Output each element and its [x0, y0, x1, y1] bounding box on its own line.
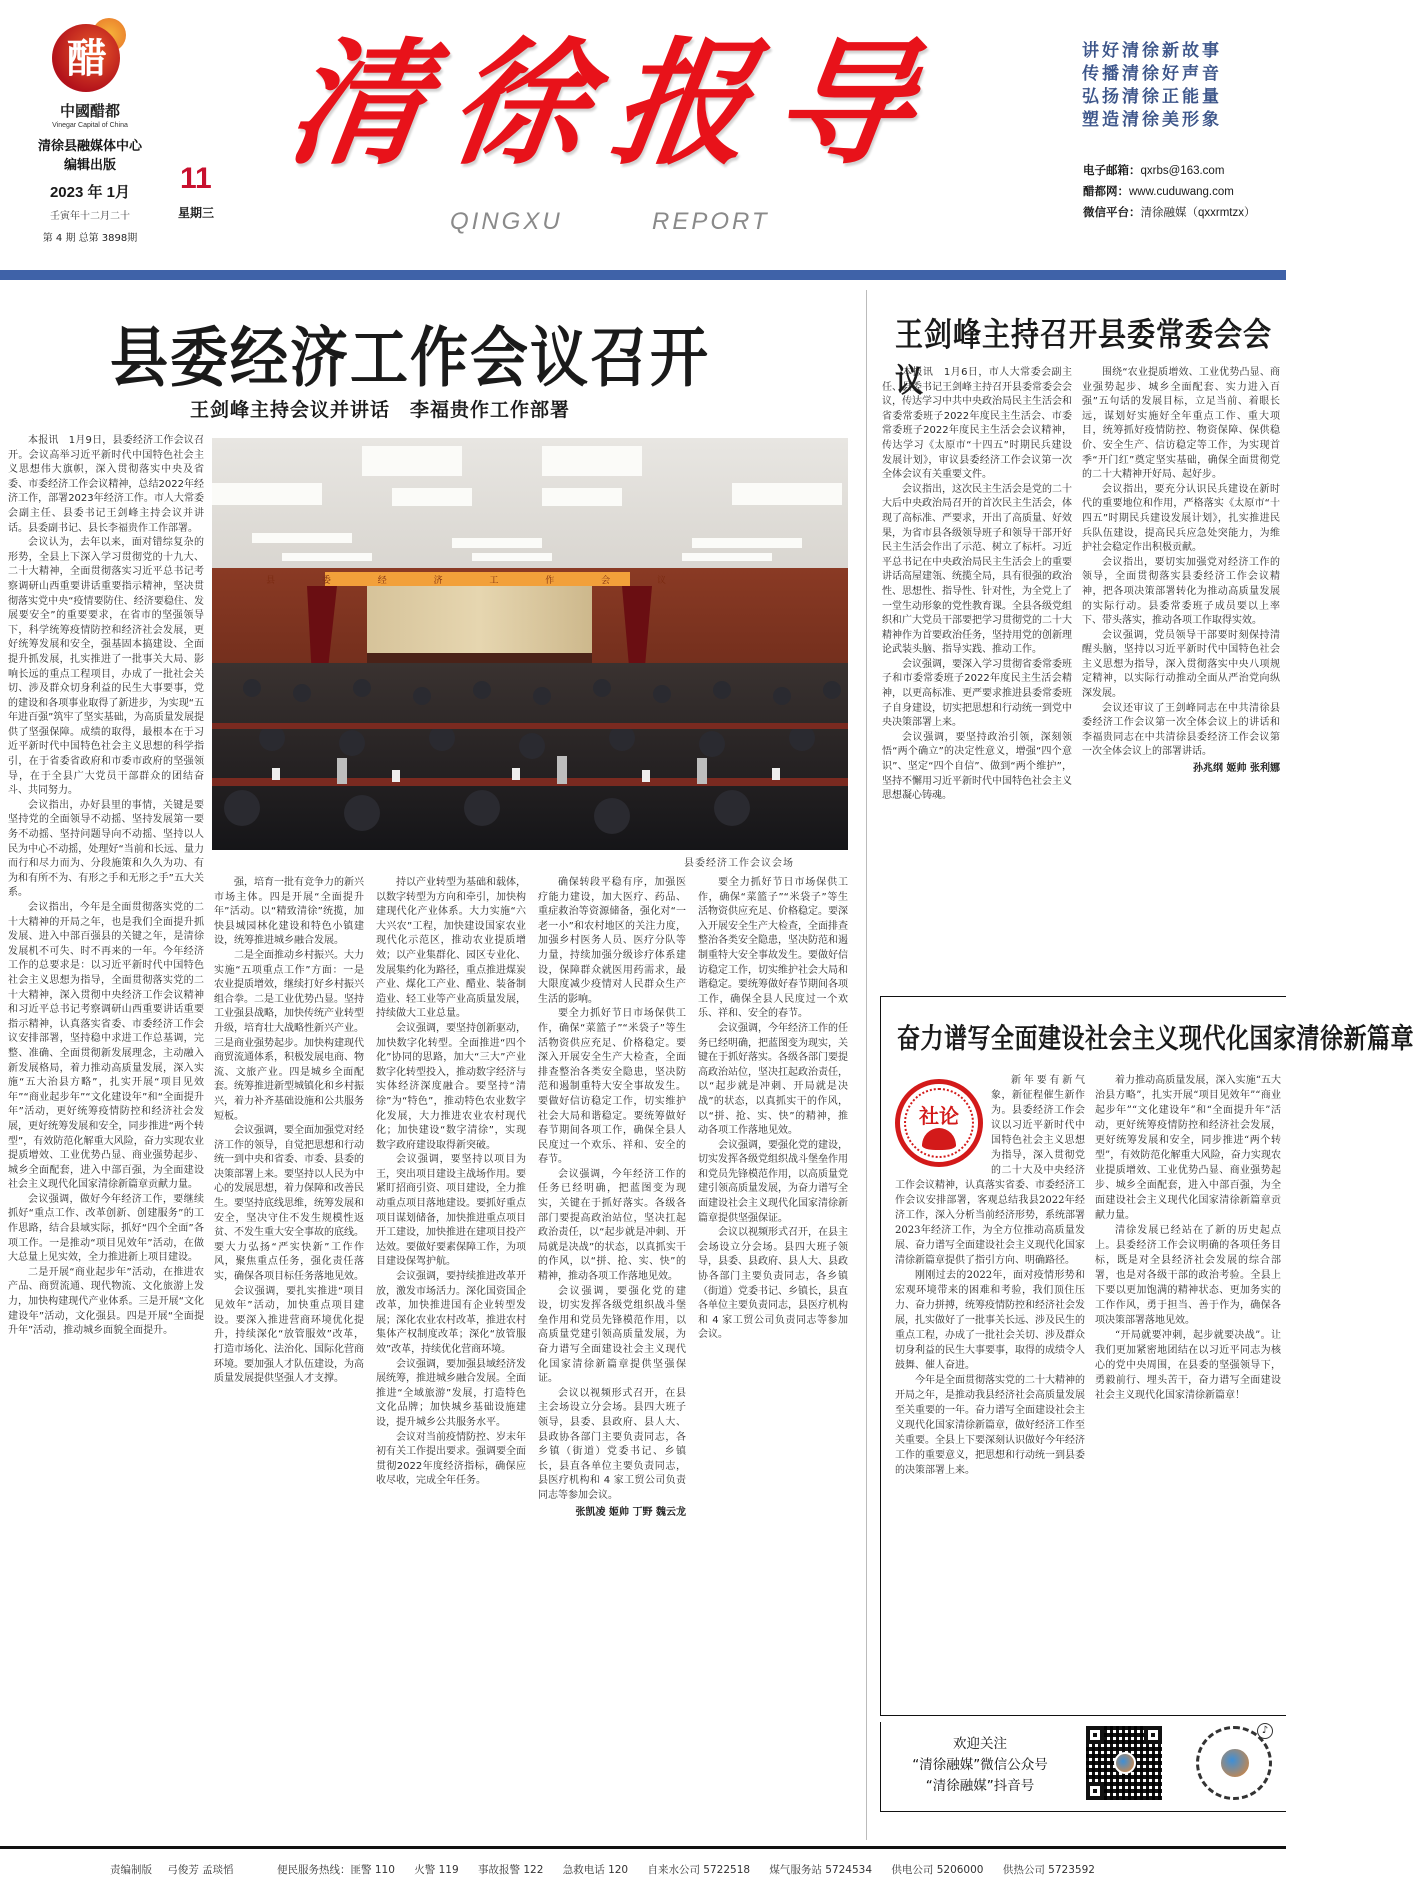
vinegar-capital-logo-icon	[52, 18, 128, 94]
hotline: 事故报警 122	[478, 1864, 544, 1876]
paragraph: 会议强调，要扎实推进“项目见效年”活动，加快重点项目建设。要深入推进营商环境优化提升，持续深化“放管服效”改革，打造市场化、法治化、国际化营商环境。要加强人才队伍建设，为高质量发展提供坚强人才支撑。	[214, 1285, 364, 1385]
logo-char: 醋	[67, 35, 107, 82]
follow-box	[880, 1722, 1286, 1812]
contact-label: 醋都网：	[1083, 184, 1129, 198]
slogans	[1082, 40, 1282, 132]
paragraph: 会议强调，要深入学习贯彻省委常委班子和市委常委班子2022年度民主生活会精神，以更高标准、更严要求推进县委常委班子自身建设，切实把思想和行动统一到党中央决策部署上来。	[882, 658, 1072, 729]
column-divider	[866, 290, 867, 1840]
lead-byline: 张凯凌 姬帅 丁野 魏云龙	[575, 1506, 686, 1518]
paragraph: 会议强调，要全面加强党对经济工作的领导，自觉把思想和行动统一到中央和省委、市委、县委的决策部署上来。要坚持以人民为中心的发展思想，着力保障和改善民生。要坚持底线思维，统筹发展和安全，坚决守住不发生规模性返贫、不发生重大安全事故的底线。要大力弘扬“严实快新”工作作风，聚焦重点任务，强化责任落实，确保各项目标任务落地见效。	[214, 1125, 364, 1283]
hotline: 煤气服务站 5724534	[769, 1864, 873, 1876]
follow-douyin-line: “清徐融媒”抖音号	[925, 1778, 1035, 1794]
hotline: 供热公司 5723592	[1002, 1864, 1095, 1876]
contact-label: 微信平台：	[1083, 205, 1141, 219]
editor-names: 弓俊芳 孟琰慆	[167, 1864, 234, 1876]
paragraph: 会议强调，要坚持创新驱动，加快数字化转型。全面推进“四个化”协同的思路，加大“三大”产业数字化转型投入，推动数字经济与实体经济深度融合。要坚持“清徐”为“特色”，推动特色农业数字化发展，大力推进农业农村现代化；加快建设“数字清徐”，实现数字政府建设取得新突破。	[376, 1022, 526, 1151]
publisher-name: 清徐县融媒体中心	[37, 139, 142, 154]
contact-label: 电子邮箱：	[1083, 163, 1141, 177]
issue-number: 第 4 期 总第 3898期	[42, 233, 138, 244]
lead-article-col5	[538, 876, 686, 1836]
paragraph: 会议强调，要坚持政治引领，深刻领悟“两个确立”的决定性意义，增强“四个意识”、坚定“四个自信”、做到“两个维护”，坚持不懈用习近平新时代中国特色社会主义思想凝心铸魂。	[882, 731, 1072, 802]
paragraph: 清徐发展已经站在了新的历史起点上。县委经济工作会议明确的各项任务目标，既是对全县经济社会发展的综合部署，也是对各级干部的政治考验。全县上下要以更加饱满的精神状态、更加务实的工作作风，勇于担当、善于作为，确保各项决策部署落地见效。	[1095, 1225, 1281, 1326]
paragraph: 会议还审议了王剑峰同志在中共清徐县委经济工作会议第一次全体会议上的讲话和李福贵同志在中共清徐县委经济工作会议第一次全体会议上的部署讲话。	[1082, 702, 1280, 758]
contacts	[1083, 160, 1283, 223]
paragraph: 着力推动高质量发展，深入实施“五大治县方略”，扎实开展“项目见效年”“商业起步年”“文化建设年”和“全面提升年”活动，更好统筹疫情防控和经济社会发展，更好统筹发展和安全，同步推进“两个转型”，有效防范化解重大风险，奋力实现农业提质增效、工业优势凸显、商业强势起步、城乡全面配套，进入中部百强，为全面建设社会主义现代化国家清徐新篇章贡献力量。	[1095, 1075, 1281, 1221]
paragraph: 会议强调，要加强县域经济发展统筹，推进城乡融合发展。全面推进“全域旅游”发展，打造特色文化品牌；加快城乡基础设施建设，提升城乡公共服务水平。	[376, 1358, 526, 1428]
paragraph: 会议指出，要切实加强党对经济工作的领导，全面贯彻落实县委经济工作会议精神，把各项决策部署转化为推动高质量发展的实际行动。县委常委班子成员要以上率下、带头落实，推动各项工作取得实效。	[1082, 556, 1280, 627]
logo-block	[20, 18, 160, 244]
lead-subhead: 王剑峰主持会议并讲话 李福贵作工作部署	[190, 399, 571, 421]
paragraph: 会议强调，党员领导干部要时刻保持清醒头脑，坚持以习近平新时代中国特色社会主义思想为指导，深入贯彻落实中央八项规定精神，以实际行动推动全面从严治党向纵深发展。	[1082, 629, 1280, 700]
paragraph: 会议指出，这次民主生活会是党的二十大后中央政治局召开的首次民主生活会，体现了高标准、严要求，开出了高质量、好效果，为省市县各级领导班子和领导干部开好民主生活会作出了示范、树立了标杆。习近平总书记在中央政治局民主生活会上的重要讲话高屋建瓴、统揽全局，具有很强的政治性、思想性、指导性、针对性，为全党上了一堂生动形象的党性教育课。全县各级党组织和广大党员干部要把学习贯彻党的二十大精神作为首要政治任务，坚持用党的创新理论武装头脑、指导实践、推动工作。	[882, 483, 1072, 656]
paragraph: 今年是全面贯彻落实党的二十大精神的开局之年，是推动我县经济社会高质量发展至关重要的一年。奋力谱写全面建设社会主义现代化国家清徐新篇章，做好经济工作至关重要。全县上下要深刻认识做好今年经济工作的重要意义，把思想和行动统一到县委的决策部署上来。	[895, 1375, 1085, 1476]
editorial-col2	[1095, 1073, 1281, 1703]
contact-email	[1083, 160, 1283, 181]
follow-text	[895, 1734, 1065, 1797]
tiktok-icon: ♪	[1257, 1723, 1273, 1739]
slogan: 弘扬清徐正能量	[1082, 87, 1222, 107]
logo-cn-text: 中國醋都	[59, 102, 120, 120]
hotline: 火警 119	[414, 1864, 459, 1876]
paragraph: 二是开展“商业起步年”活动，在推进农产品、商贸流通、现代物流、文化旅游上发力，加快构建现代产业体系。三是开展“文化建设年”活动，文化强县。四是开展“全面提升年”活动，推动城乡面貌全面提升。	[8, 1266, 204, 1337]
lead-article-col6	[698, 876, 848, 1836]
paragraph: 要全力抓好节日市场保供工作，确保“菜篮子”“米袋子”等生活物资供应充足、价格稳定。要深入开展安全生产大检查，全面排查整治各类安全隐患，坚决防范和遏制重特大安全事故发生。要做好信访稳定工作，切实维护社会大局和谐稳定。要统筹做好春节期间各项工作，确保全县人民度过一个欢乐、祥和、安全的春节。	[538, 1008, 686, 1166]
follow-line: 欢迎关注	[953, 1736, 1007, 1752]
paragraph: “开局就要冲刺，起步就要决战”。让我们更加紧密地团结在以习近平同志为核心的党中央周围，在县委的坚强领导下，勇毅前行、埋头苦干，奋力谱写全面建设社会主义现代化国家清徐新篇章！	[1095, 1330, 1281, 1401]
paragraph: 会议强调，要强化党的建设，切实发挥各级党组织战斗堡垒作用和党员先锋模范作用，以高质量党建引领高质量发展，为奋力谱写全面建设社会主义现代化国家清徐新篇章提供坚强保证。	[538, 1285, 686, 1385]
slogan: 塑造清徐美形象	[1082, 110, 1222, 130]
conference-hall-photo	[212, 438, 848, 850]
paragraph: 本报讯 1月9日，县委经济工作会议召开。会议高举习近平新时代中国特色社会主义思想伟大旗帜，深入贯彻落实中央及省委、市委经济工作会议精神，总结2022年经济工作，部署2023年经济工作。市人大常委会副主任、县委书记王剑峰主持会议并讲话。县委副书记、县长李福贵作工作部署。	[8, 435, 204, 534]
lead-article-col3	[214, 876, 364, 1836]
email-link[interactable]: qxrbs@163.com	[1140, 165, 1225, 177]
paragraph: 会议认为，去年以来，面对错综复杂的形势，全县上下深入学习贯彻党的十九大、二十大精神，全面贯彻落实习近平总书记考察调研山西重要讲话重要指示精神，坚决贯彻落实党中央“疫情要防住、经济要稳住、发展要安全”的重要要求，在省市的坚强领导下，科学统筹疫情防控和经济社会发展，更好统筹发展和安全，强基固本搞建设、全面提升抓发展，扎实推进了一批事关大局、影响长远的重点工程项目，办成了一批社会关切、涉及群众切身利益的民生大事要事，党的建设和各项事业取得了新进步，为实现“五年进百强”筑牢了坚实基础，为高质量发展提供了坚强保障。成绩的取得，最根本在于习近平新时代中国特色社会主义思想的科学指引，在于省委省政府和市委市政府的坚强领导，在于全县广大党员干部群众的团结奋斗、共同努力。	[8, 537, 204, 797]
paragraph: 会议强调，做好今年经济工作，要继续抓好“重点工作、改革创新、创建服务”的工作思路，结合县域实际，抓好“四个全面”各项工作。一是推动“项目见效年”活动，在做大总量上见实效，全力推进新上项目建设。	[8, 1193, 204, 1264]
second-headline: 王剑峰主持召开县委常委会会议	[895, 315, 1273, 400]
editorial-col1	[895, 1073, 1085, 1703]
paragraph: 会议强调，要强化党的建设，切实发挥各级党组织战斗堡垒作用和党员先锋模范作用，以高质量党建引领高质量发展，为奋力谱写全面建设社会主义现代化国家清徐新篇章提供坚强保证。	[698, 1139, 848, 1224]
publisher-role: 编辑出版	[63, 158, 116, 173]
lead-headline: 县委经济工作会议召开	[110, 319, 711, 396]
second-byline: 孙兆纲 姬帅 张利娜	[1193, 763, 1280, 775]
follow-wechat-line: “清徐融媒”微信公众号	[912, 1757, 1048, 1773]
paragraph: 持以产业转型为基础和载体，以数字转型为方向和牵引，加快构建现代化产业体系。大力实施“六大兴农”工程，加快建设国家农业现代化示范区，推动农业提质增效；以产业集群化、园区专业化、发展集约化为路径，重点推进煤炭产业、煤化工产业、醋业、装备制造业、轻工业等产业高质量发展，持续做大工业总量。	[376, 877, 526, 1020]
contact-wechat	[1083, 202, 1283, 223]
paragraph: 确保转段平稳有序，加强医疗能力建设，加大医疗、药品、重症救治等资源储备，强化对“一老一小”和农村地区的关注力度，加强乡村医务人员、医疗分队等力量，持续加强分级诊疗体系建设，保障群众就医用药需求，最大限度减少疫情对人民群众生产生活的影响。	[538, 877, 686, 1005]
douyin-qr-code-icon[interactable]	[1196, 1726, 1272, 1800]
paragraph: 会议强调，要坚持以项目为王，突出项目建设主战场作用。要紧盯招商引资、项目建设，全力推动重点项目落地建设。要抓好重点项目谋划储备，加快推进重点项目开工建设，加快推进在建项目投产达效。要做好要素保障工作，为项目建设保驾护航。	[376, 1154, 526, 1268]
editorial-box	[880, 996, 1414, 1716]
paragraph: 会议以视频形式召开，在县主会场设立分会场。县四大班子领导，县委、县政府、县人大、县政协各部门主要负责同志，各乡镇（街道）党委书记、乡镇长，县直各单位主要负责同志，县医疗机构和 4 家工贸公司负责同志等参加会议。	[538, 1387, 686, 1501]
title-en-qingxu: QINGXU	[450, 208, 563, 235]
lunar-date: 壬寅年十二月二十	[50, 211, 130, 222]
paragraph: 要全力抓好节日市场保供工作，确保“菜篮子”“米袋子”等生活物资供应充足、价格稳定。要深入开展安全生产大检查，全面排查整治各类安全隐患，坚决防范和遏制重特大安全事故发生。要做好信访稳定工作，切实维护社会大局和谐稳定。要统筹做好春节期间各项工作，确保全县人民度过一个欢乐、祥和、安全的春节。	[698, 877, 848, 1020]
footer-divider	[0, 1846, 1286, 1849]
paragraph: 围绕“农业提质增效、工业优势凸显、商业强势起步、城乡全面配套、实力进入百强”五句话的发展目标，立足当前、着眼长远，谋划好实施好全年重点工作、重大项目，统筹抓好疫情防控、物资保障、保供稳价、安全生产、信访稳定等工作，为实现首季“开门红”奠定坚实基础，确保全面贯彻党的二十大精神开好局、起好步。	[1082, 367, 1280, 481]
footer	[110, 1862, 1111, 1877]
lead-article-col1	[8, 434, 204, 1836]
paragraph: 会议强调，今年经济工作的任务已经明确，把蓝图变为现实，关键在于抓好落实。各级各部门要提高政治站位，坚决扛起政治责任，以“起步就是冲刺、开局就是决战”的状态，以真抓实干的作风，以“拼、抢、实、快”的精神，推动各项工作落地见效。	[538, 1168, 686, 1283]
editorial-seal-label: 社论	[919, 1104, 959, 1128]
weekday: 星期三	[178, 206, 215, 220]
contact-website	[1083, 181, 1283, 202]
wechat-qr-code-icon[interactable]	[1086, 1726, 1162, 1800]
paragraph: 会议指出，办好县里的事情，关键是要坚持党的全面领导不动摇、坚持发展第一要务不动摇、坚持问题导向不动摇、坚持以人民为中心不动摇，处理好“当前和长远、量力而行和尽力而为、分段施策和久久为功、有为和有所不为、有形之手和无形之手”五大关系。	[8, 799, 204, 899]
editorial-title: 奋力谱写全面建设社会主义现代化国家清徐新篇章	[897, 1024, 1414, 1055]
editor-label: 责编制版	[110, 1864, 152, 1876]
paragraph: 会议以视频形式召开，在县主会场设立分会场。县四大班子领导，县委、县政府、县人大、县政协各部门主要负责同志，各乡镇（街道）党委书记、乡镇长，县直各单位主要负责同志，县医疗机构和 4 家工贸公司负责同志等参加会议。	[698, 1227, 848, 1341]
slogan: 传播清徐好声音	[1082, 64, 1222, 84]
paragraph: 本报讯 1月6日，市人大常委会副主任、县委书记王剑峰主持召开县委常委会会议，传达学习中共中央政治局民主生活会和省委常委班子2022年度民主生活会、市委常委班子2022年度民主生活会会议精神，传达学习《太原市“十四五”时期民兵建设发展计划》，审议县委经济工作会议第一次全体会议有关重要文件。	[882, 367, 1072, 481]
second-article-col1	[882, 366, 1072, 976]
paragraph: 二是全面推动乡村振兴。大力实施“五项重点工作”方面：一是农业提质增效，继续打好乡村振兴组合拳。二是工业优势凸显。坚持工业强县战略，加快传统产业转型升级，培育壮大战略性新兴产业。三是商业强势起步。加快构建现代商贸流通体系，积极发展电商、物流、文旅产业。四是城乡全面配套。统筹推进新型城镇化和乡村振兴，着力补齐基础设施和公共服务短板。	[214, 949, 364, 1122]
website-link[interactable]: www.cuduwang.com	[1129, 186, 1234, 198]
paragraph: 会议强调，今年经济工作的任务已经明确，把蓝图变为现实，关键在于抓好落实。各级各部门要提高政治站位，坚决扛起政治责任，以“起步就是冲刺、开局就是决战”的状态，以真抓实干的作风，以“拼、抢、实、快”的精神，推动各项工作落地见效。	[698, 1022, 848, 1137]
newspaper-title	[270, 10, 1060, 240]
publication-date: 2023 年 1月	[49, 184, 131, 201]
hotline: 自来水公司 5722518	[647, 1864, 751, 1876]
paragraph: 强，培育一批有竞争力的新兴市场主体。四是开展“全面提升年”活动。以“精致清徐”统揽，加快县城园林化建设和特色小镇建设，统筹推进城乡融合发展。	[214, 877, 364, 947]
photo-banner-text: 县 委 经 济 工 作 会 议	[265, 576, 689, 586]
meeting-scene-image	[212, 438, 848, 850]
masthead-divider	[0, 270, 1286, 280]
paragraph: 会议强调，要持续推进改革开放，激发市场活力。深化国资国企改革，加快推进国有企业转型发展；深化农业农村改革，推进农村集体产权制度改革；深化“放管服效”改革，持续优化营商环境。	[376, 1271, 526, 1355]
paragraph: 新年要有新气象，新征程催生新作为。县委经济工作会议以习近平新时代中国特色社会主义思想为指导，深入贯彻党的二十大及中央经济工作会议精神，认真落实省委、市委经济工作会议安排部署，客观总结我县2022年经济工作，深入分析当前经济形势，系统部署2023年经济工作，为全方位推动高质量发展、奋力谱写全面建设社会主义现代化国家清徐新篇章提供了指引方向、明确路径。	[895, 1075, 1085, 1266]
publisher	[20, 137, 160, 175]
logo-en-text: Vinegar Capital of China	[52, 122, 128, 129]
title-calligraphy: 清徐报导	[278, 24, 950, 184]
paragraph: 会议对当前疫情防控、岁末年初有关工作提出要求。强调要全面贯彻2022年度经济指标，确保应收尽收，完成全年任务。	[376, 1431, 526, 1487]
masthead	[0, 0, 1286, 270]
paragraph: 刚刚过去的2022年，面对疫情形势和宏观环境带来的困难和考验，我们顶住压力、奋力拼搏，统筹疫情防控和经济社会发展，扎实做好了一批事关长远、涉及民生的重点工程，办成了一批社会关切、涉及群众切身利益的民生大事要事，取得的成绩令人鼓舞、催人奋进。	[895, 1270, 1085, 1371]
paragraph: 会议指出，今年是全面贯彻落实党的二十大精神的开局之年，也是我们全面提升抓发展、进入中部百强县的关键之年，是清徐发展机不可失、时不再来的一年。今年经济工作的总要求是：以习近平新时代中国特色社会主义思想为指导，全面贯彻落实党的二十大精神，深入贯彻中央经济工作会议精神和习近平总书记考察调研山西重要讲话重要指示精神，认真落实省委、市委经济工作会议安排部署，坚持稳中求进工作总基调，完整、准确、全面贯彻新发展理念，主动融入新发展格局，着力推动高质量发展，深入实施“五大治县方略”，扎实开展“项目见效年”“商业起步年”“文化建设年”和“全面提升年”活动，更好统筹疫情防控和经济社会发展，更好统筹发展和安全，同步推进“两个转型”，有效防范化解重大风险，奋力实现农业提质增效、工业优势凸显、商业强势起步、城乡全面配套，进入中部百强，为全面建设社会主义现代化国家清徐新篇章贡献力量。	[8, 902, 204, 1191]
hotline: 急救电话 120	[562, 1864, 629, 1876]
wechat-account: 清徐融媒（qxxrmtzx）	[1140, 207, 1256, 219]
hotline: 供电公司 5206000	[891, 1864, 984, 1876]
day-number: 11	[180, 162, 212, 195]
lead-article-col4	[376, 876, 526, 1836]
hotline: 便民服务热线：匪警 110	[277, 1864, 395, 1876]
second-article-col2	[1082, 366, 1280, 986]
photo-caption: 县委经济工作会议会场	[684, 858, 794, 869]
slogan: 讲好清徐新故事	[1082, 41, 1222, 61]
paragraph: 会议指出，要充分认识民兵建设在新时代的重要地位和作用，严格落实《太原市“十四五”时期民兵建设发展计划》，扎实推进民兵队伍建设，提高民兵应急处突能力，为维护社会稳定作出积极贡献。	[1082, 483, 1280, 554]
title-en-report: REPORT	[652, 208, 770, 235]
